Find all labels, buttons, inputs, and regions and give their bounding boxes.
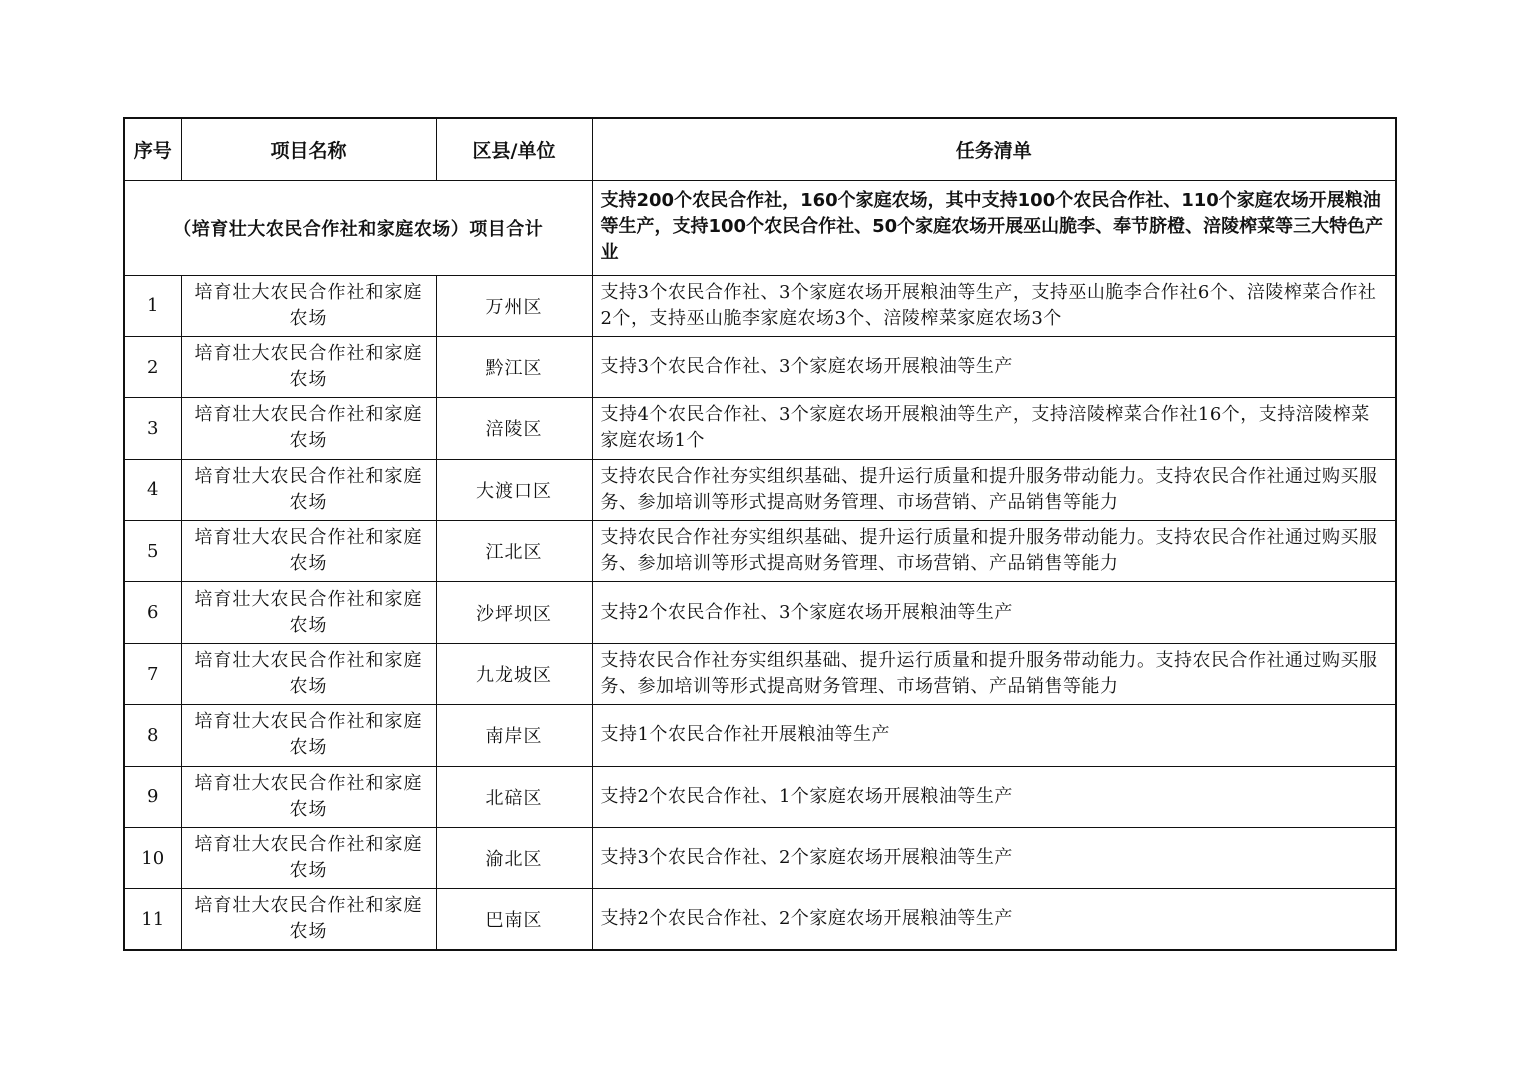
task-list-table: [123, 117, 1397, 951]
row-tasks: 支持4个农民合作社、3个家庭农场开展粮油等生产，支持涪陵榨菜合作社16个，支持涪陵榨菜家庭农场1个: [592, 398, 1396, 459]
table-row: [124, 275, 1396, 336]
row-tasks: 支持农民合作社夯实组织基础、提升运行质量和提升服务带动能力。支持农民合作社通过购买服务、参加培训等形式提高财务管理、市场营销、产品销售等能力: [592, 521, 1396, 582]
row-seq: 11: [124, 889, 181, 950]
row-district: 渝北区: [436, 828, 592, 889]
row-project-name: 培育壮大农民合作社和家庭农场: [181, 336, 436, 397]
row-seq: 3: [124, 398, 181, 459]
row-tasks: 支持3个农民合作社、3个家庭农场开展粮油等生产，支持巫山脆李合作社6个、涪陵榨菜合作社2个，支持巫山脆李家庭农场3个、涪陵榨菜家庭农场3个: [592, 275, 1396, 336]
row-seq: 2: [124, 336, 181, 397]
row-project-name: 培育壮大农民合作社和家庭农场: [181, 398, 436, 459]
row-district: 南岸区: [436, 705, 592, 766]
table-row: [124, 459, 1396, 520]
row-tasks: 支持1个农民合作社开展粮油等生产: [592, 705, 1396, 766]
row-district: 北碚区: [436, 766, 592, 827]
table-body: [124, 180, 1396, 950]
row-project-name: 培育壮大农民合作社和家庭农场: [181, 766, 436, 827]
row-district: 大渡口区: [436, 459, 592, 520]
row-seq: 5: [124, 521, 181, 582]
table-row: [124, 889, 1396, 950]
row-tasks: 支持农民合作社夯实组织基础、提升运行质量和提升服务带动能力。支持农民合作社通过购买服务、参加培训等形式提高财务管理、市场营销、产品销售等能力: [592, 459, 1396, 520]
table-row: [124, 766, 1396, 827]
summary-tasks: 支持200个农民合作社，160个家庭农场，其中支持100个农民合作社、110个家庭农场开展粮油等生产，支持100个农民合作社、50个家庭农场开展巫山脆李、奉节脐橙、涪陵榨菜等三大特色产业: [592, 180, 1396, 275]
row-project-name: 培育壮大农民合作社和家庭农场: [181, 275, 436, 336]
row-tasks: 支持3个农民合作社、2个家庭农场开展粮油等生产: [592, 828, 1396, 889]
row-project-name: 培育壮大农民合作社和家庭农场: [181, 521, 436, 582]
row-project-name: 培育壮大农民合作社和家庭农场: [181, 828, 436, 889]
row-tasks: 支持2个农民合作社、2个家庭农场开展粮油等生产: [592, 889, 1396, 950]
row-seq: 6: [124, 582, 181, 643]
table-row: [124, 705, 1396, 766]
row-tasks: 支持3个农民合作社、3个家庭农场开展粮油等生产: [592, 336, 1396, 397]
table-header-row: [124, 118, 1396, 180]
row-district: 万州区: [436, 275, 592, 336]
row-seq: 9: [124, 766, 181, 827]
row-tasks: 支持农民合作社夯实组织基础、提升运行质量和提升服务带动能力。支持农民合作社通过购买服务、参加培训等形式提高财务管理、市场营销、产品销售等能力: [592, 643, 1396, 704]
row-seq: 4: [124, 459, 181, 520]
table-row: [124, 582, 1396, 643]
table-row: [124, 828, 1396, 889]
row-tasks: 支持2个农民合作社、1个家庭农场开展粮油等生产: [592, 766, 1396, 827]
header-seq: 序号: [124, 118, 181, 180]
row-tasks: 支持2个农民合作社、3个家庭农场开展粮油等生产: [592, 582, 1396, 643]
row-seq: 1: [124, 275, 181, 336]
header-district: 区县/单位: [436, 118, 592, 180]
table-row: [124, 643, 1396, 704]
row-project-name: 培育壮大农民合作社和家庭农场: [181, 705, 436, 766]
row-district: 九龙坡区: [436, 643, 592, 704]
row-district: 沙坪坝区: [436, 582, 592, 643]
row-project-name: 培育壮大农民合作社和家庭农场: [181, 459, 436, 520]
row-project-name: 培育壮大农民合作社和家庭农场: [181, 582, 436, 643]
row-district: 巴南区: [436, 889, 592, 950]
summary-row: [124, 180, 1396, 275]
table-row: [124, 521, 1396, 582]
row-seq: 10: [124, 828, 181, 889]
row-project-name: 培育壮大农民合作社和家庭农场: [181, 643, 436, 704]
table-row: [124, 336, 1396, 397]
row-district: 黔江区: [436, 336, 592, 397]
summary-label: （培育壮大农民合作社和家庭农场）项目合计: [124, 180, 592, 275]
row-project-name: 培育壮大农民合作社和家庭农场: [181, 889, 436, 950]
row-district: 涪陵区: [436, 398, 592, 459]
table-row: [124, 398, 1396, 459]
row-seq: 8: [124, 705, 181, 766]
row-seq: 7: [124, 643, 181, 704]
header-task-list: 任务清单: [592, 118, 1396, 180]
row-district: 江北区: [436, 521, 592, 582]
header-project-name: 项目名称: [181, 118, 436, 180]
